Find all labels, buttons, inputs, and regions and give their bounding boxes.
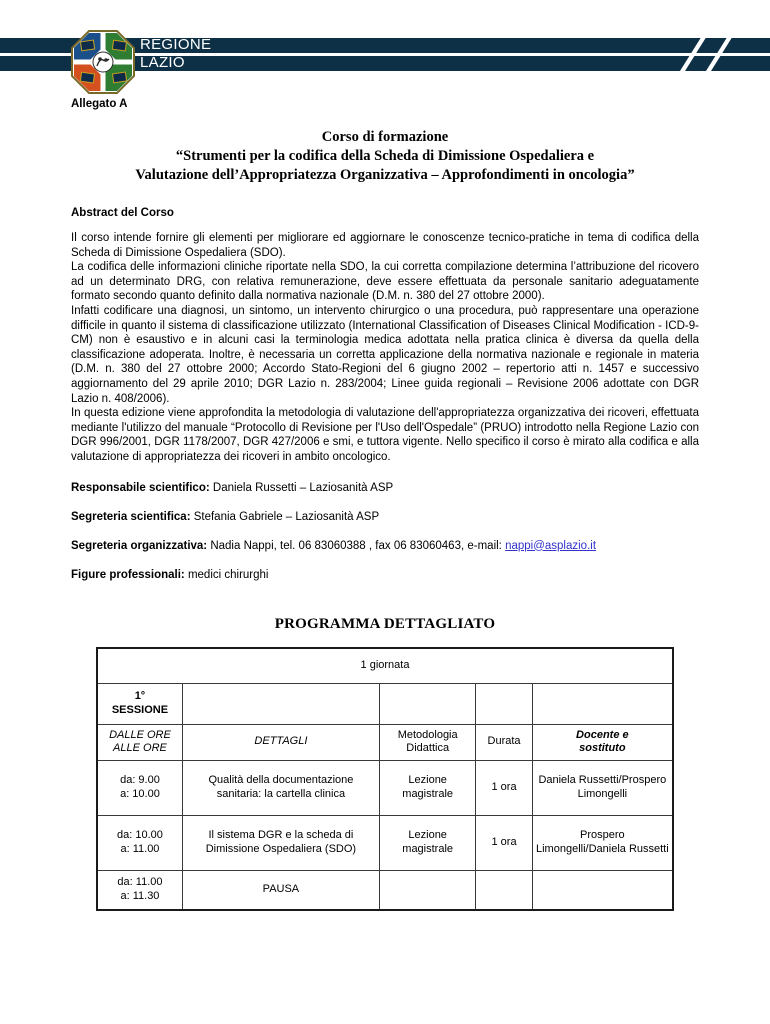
role-label: Responsabile scientifico: bbox=[71, 481, 210, 494]
role-value: Nadia Nappi, tel. 06 83060388 , fax 06 83060463, e-mail: bbox=[207, 539, 506, 552]
brand-line-lazio: LAZIO bbox=[140, 54, 185, 71]
email-link[interactable]: nappi@asplazio.it bbox=[505, 539, 597, 552]
header-hours-to: ALLE ORE bbox=[113, 742, 167, 754]
header-duration: Durata bbox=[476, 724, 532, 760]
row-hours-from: da: 9.00 bbox=[120, 774, 160, 786]
brand-wordmark bbox=[140, 36, 211, 72]
role-scientific-secretariat bbox=[71, 510, 699, 524]
row-method bbox=[379, 870, 475, 910]
day-label-cell: 1 giornata bbox=[97, 648, 673, 684]
row-hours-to: a: 11.00 bbox=[120, 842, 160, 855]
table-row bbox=[97, 760, 673, 815]
roles-list bbox=[71, 481, 699, 582]
row-hours bbox=[97, 870, 182, 910]
course-title bbox=[71, 128, 699, 185]
row-hours-to: a: 11.30 bbox=[120, 889, 160, 902]
table-row-headers bbox=[97, 724, 673, 760]
course-title-line-3: Valutazione dell’Appropriatezza Organizzativa – Approfondimenti in oncologia” bbox=[135, 167, 635, 183]
row-duration: 1 ora bbox=[476, 760, 532, 815]
row-details: Qualità della documentazione sanitaria: la cartella clinica bbox=[182, 760, 379, 815]
role-value: Stefania Gabriele – Laziosanità ASP bbox=[190, 510, 380, 523]
course-title-line-1: Corso di formazione bbox=[321, 129, 449, 145]
role-value: Daniela Russetti – Laziosanità ASP bbox=[209, 481, 394, 494]
session-number: 1° bbox=[134, 690, 146, 702]
header-hours bbox=[97, 724, 182, 760]
row-teacher bbox=[532, 870, 673, 910]
header-hours-from: DALLE ORE bbox=[109, 728, 171, 741]
course-title-line-2: “Strumenti per la codifica della Scheda di Dimissione Ospedaliera e bbox=[175, 148, 595, 164]
row-details: PAUSA bbox=[182, 870, 379, 910]
role-label: Figure professionali: bbox=[71, 568, 185, 581]
abstract-text bbox=[71, 231, 699, 465]
header-details: DETTAGLI bbox=[182, 724, 379, 760]
table-row bbox=[97, 870, 673, 910]
row-hours bbox=[97, 760, 182, 815]
table-row bbox=[97, 815, 673, 870]
header-method-line-1: Metodologia bbox=[397, 728, 458, 741]
brand-line-regione: REGIONE bbox=[140, 36, 212, 53]
row-teacher: Daniela Russetti/Prospero Limongelli bbox=[532, 760, 673, 815]
role-label: Segreteria scientifica: bbox=[71, 510, 191, 523]
role-value: medici chirurghi bbox=[184, 568, 269, 581]
session-label-cell bbox=[97, 683, 182, 724]
abstract-paragraph-2: La codifica delle informazioni cliniche riportate nella SDO, la cui corretta compilazione determina l’attribuzione del ricovero ad un determinato DRG, con relativa remunerazione, deve essere effettuata da personale sanitario adeguatamente formato secondo quanto definito dalla normativa nazionale (D.M. n. 380 del 27 ottobre 2000). bbox=[71, 261, 699, 303]
session-word: SESSIONE bbox=[111, 703, 169, 716]
row-details: Il sistema DGR e la scheda di Dimissione Ospedaliera (SDO) bbox=[182, 815, 379, 870]
row-hours-from: da: 11.00 bbox=[117, 876, 163, 888]
row-duration bbox=[476, 870, 532, 910]
regione-lazio-coat-of-arms-icon bbox=[70, 29, 136, 95]
header-teacher-line-2: sostituto bbox=[579, 742, 626, 754]
abstract-paragraph-1: Il corso intende fornire gli elementi per migliorare ed aggiornare le conoscenze tecnico-pratiche in tema di codifica della Scheda di Dimissione Ospedaliera (SDO). bbox=[71, 232, 699, 259]
table-row-day bbox=[97, 648, 673, 684]
row-method: Lezione magistrale bbox=[379, 815, 475, 870]
abstract-paragraph-3: Infatti codificare una diagnosi, un sintomo, un intervento chirurgico o una procedura, può rappresentare una operazione difficile in quanto il sistema di classificazione utilizzato (International Classification of Diseases Clinical Modification - ICD-9-CM) non è esaustivo e in alcuni casi la terminologia medica adottata nella pratica clinica è diversa da quella della classificazione adoperata. Inoltre, è necessaria un corretta applicazione della normativa nazionale e regionale in materia (D.M. n. 380 del 27 ottobre 2000; Accordo Stato-Regioni del 6 giugno 2002 – repertorio atti n. 1457 e successivo aggiornamento del 29 aprile 2010; DGR Lazio n. 283/2004; Linee guida regionali – Revisione 2006 adottate con DGR Lazio n. 408/2006). bbox=[71, 304, 699, 405]
row-method: Lezione magistrale bbox=[379, 760, 475, 815]
annex-label: Allegato A bbox=[71, 98, 128, 110]
session-empty-duration bbox=[476, 683, 532, 724]
page-header bbox=[0, 0, 770, 100]
session-empty-teacher bbox=[532, 683, 673, 724]
row-hours bbox=[97, 815, 182, 870]
row-hours-to: a: 10.00 bbox=[120, 787, 160, 800]
row-hours-from: da: 10.00 bbox=[117, 829, 163, 841]
programme-title: PROGRAMMA DETTAGLIATO bbox=[274, 615, 496, 632]
role-professional-figures bbox=[71, 568, 699, 582]
row-teacher: Prospero Limongelli/Daniela Russetti bbox=[532, 815, 673, 870]
role-organisational-secretariat bbox=[71, 539, 699, 553]
document-body bbox=[71, 98, 699, 911]
header-teacher bbox=[532, 724, 673, 760]
programme-table bbox=[96, 647, 674, 911]
abstract-heading: Abstract del Corso bbox=[71, 207, 174, 219]
header-teacher-line-1: Docente e bbox=[576, 728, 629, 741]
row-duration: 1 ora bbox=[476, 815, 532, 870]
header-method-line-2: Didattica bbox=[406, 742, 450, 754]
table-row-session bbox=[97, 683, 673, 724]
header-method bbox=[379, 724, 475, 760]
abstract-paragraph-4: In questa edizione viene approfondita la metodologia di valutazione dell'appropriatezza organizzativa dei ricoveri, effettuata mediante l'utilizzo del manuale “Protocollo di Revisione per l'Uso dell'Ospedale” (PRUO) introdotto nella Regione Lazio con DGR 996/2001, DGR 1178/2007, DGR 427/2006 e smi, e tuttora vigente. Nello specifico il corso è mirato alla codifica e alla valutazione di appropriatezza dei ricoveri in ambito oncologico. bbox=[71, 407, 699, 463]
role-label: Segreteria organizzativa: bbox=[71, 539, 208, 552]
role-scientific-manager bbox=[71, 481, 699, 495]
session-empty-method bbox=[379, 683, 475, 724]
session-empty-details bbox=[182, 683, 379, 724]
